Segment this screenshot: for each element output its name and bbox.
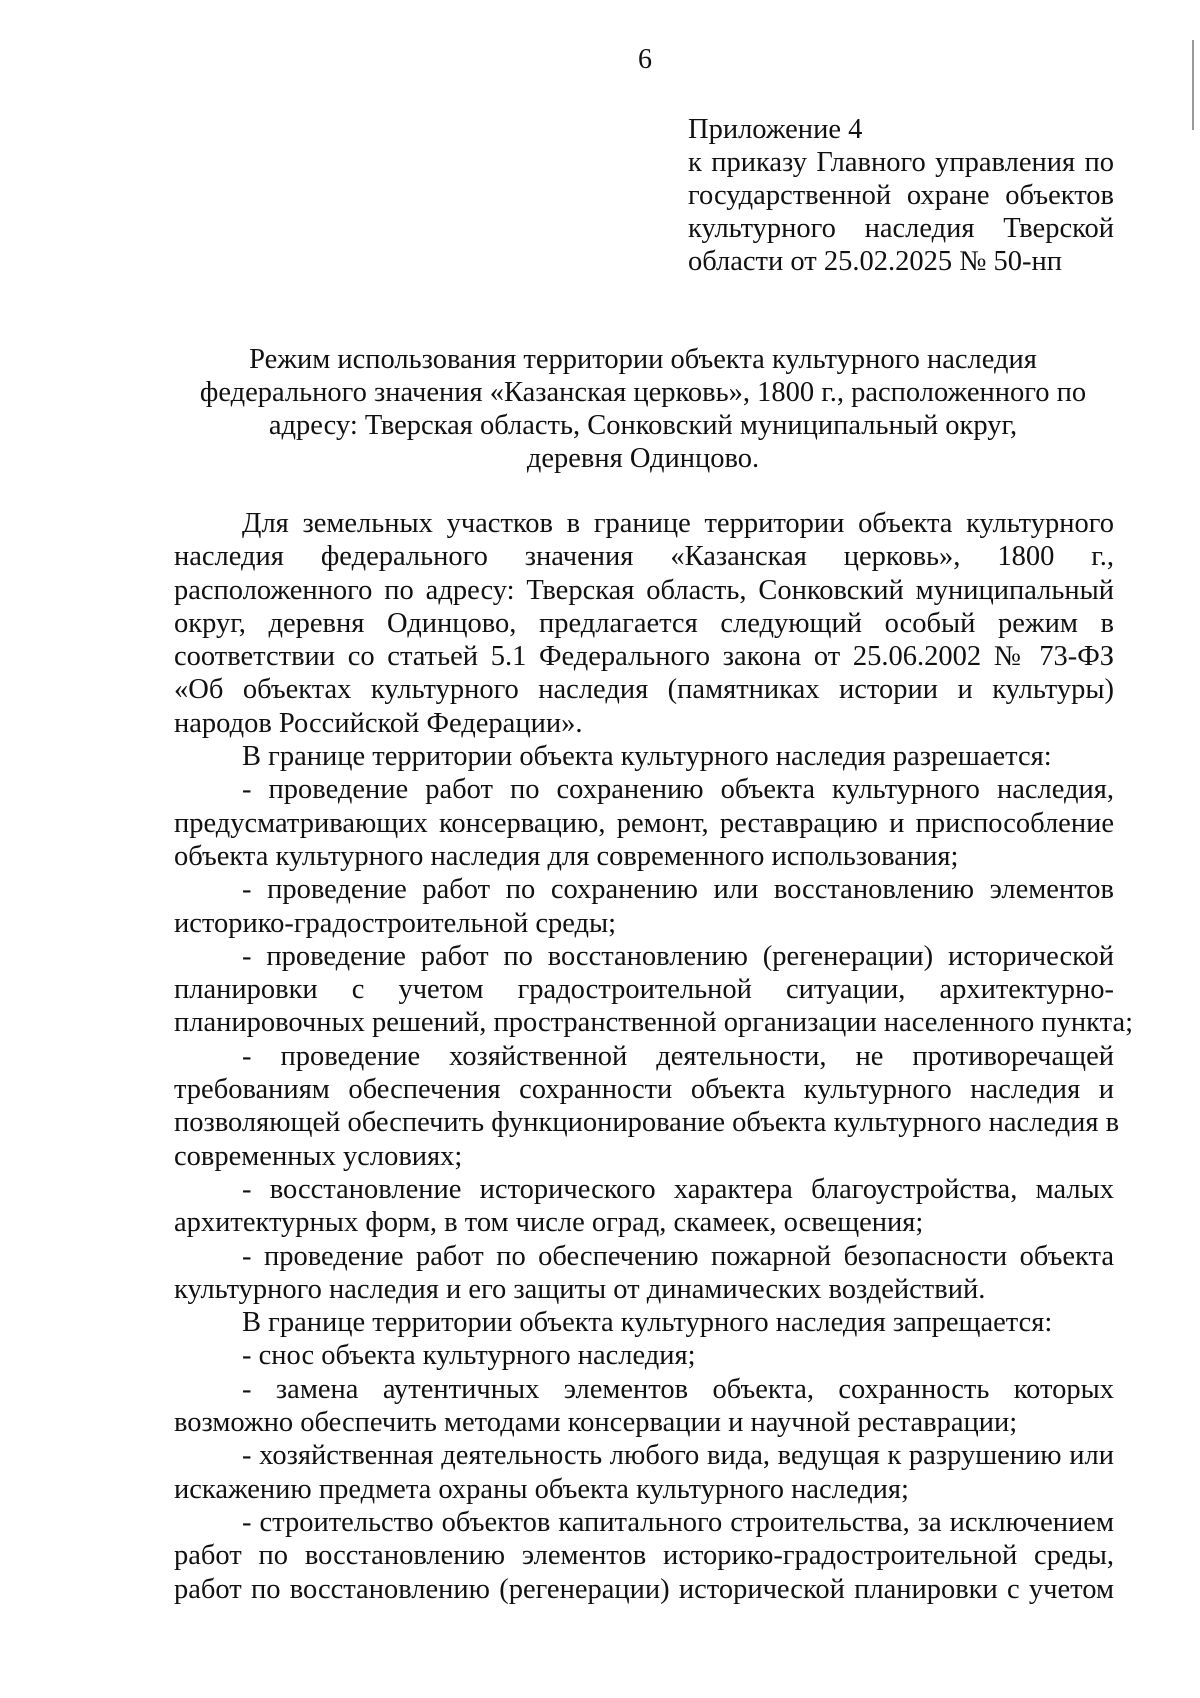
- body-line: округ, деревня Одинцово, предлагается следующий особый режим в: [174, 607, 1114, 639]
- body-line: современных условиях;: [174, 1140, 463, 1172]
- body-line: народов Российской Федерации».: [174, 707, 583, 739]
- body-line: возможно обеспечить методами консервации и научной реставрации;: [174, 1407, 1018, 1439]
- body-line: культурного наследия и его защиты от динамических воздействий.: [174, 1273, 986, 1305]
- body-line: - проведение работ по обеспечению пожарной безопасности объекта: [242, 1240, 1114, 1272]
- body-line: В границе территории объекта культурного наследия запрещается:: [242, 1307, 1053, 1339]
- body-line: - замена аутентичных элементов объекта, сохранность которых: [242, 1373, 1114, 1405]
- body-line: планировочных решений, пространственной организации населенного пункта;: [174, 1007, 1134, 1039]
- body-line: расположенного по адресу: Тверская область, Сонковский муниципальный: [174, 574, 1114, 606]
- title-line: федерального значения «Казанская церковь», 1800 г., расположенного по: [199, 377, 1087, 408]
- body-line: позволяющей обеспечить функционирование объекта культурного наследия в: [174, 1107, 1120, 1139]
- body-line: требованиям обеспечения сохранности объекта культурного наследия и: [174, 1074, 1114, 1106]
- document-title: [172, 343, 1114, 475]
- appendix-line: государственной охране объектов: [688, 180, 1114, 211]
- body-line: работ по восстановлению (регенерации) исторической планировки с учетом: [174, 1573, 1114, 1605]
- body-line: - проведение работ по восстановлению (регенерации) исторической: [242, 940, 1114, 972]
- body-line: искажению предмета охраны объекта культурного наследия;: [174, 1473, 909, 1505]
- appendix-line: культурного наследия Тверской: [688, 213, 1114, 244]
- body-line: - хозяйственная деятельность любого вида, ведущая к разрушению или: [242, 1440, 1114, 1472]
- body-line: планировки с учетом градостроительной ситуации, архитектурно-: [174, 974, 1114, 1006]
- body-line: объекта культурного наследия для современного использования;: [174, 840, 959, 872]
- page-number: 6: [638, 44, 652, 75]
- body-line: работ по восстановлению элементов историко-градостроительной среды,: [174, 1540, 1114, 1572]
- body-line: - строительство объектов капитального строительства, за исключением: [242, 1506, 1114, 1538]
- title-line: Режим использования территории объекта культурного наследия: [249, 344, 1037, 375]
- body-line: предусматривающих консервацию, ремонт, реставрацию и приспособление: [174, 807, 1114, 839]
- body-line: соответствии со статьей 5.1 Федерального закона от 25.06.2002 № 73-ФЗ: [174, 641, 1114, 673]
- appendix-line: области от 25.02.2025 № 50-нп: [688, 246, 1063, 277]
- body-line: наследия федерального значения «Казанская церковь», 1800 г.,: [174, 541, 1114, 573]
- body-line: «Об объектах культурного наследия (памятниках истории и культуры): [174, 674, 1114, 706]
- title-line: адресу: Тверская область, Сонковский муниципальный округ,: [268, 410, 1018, 441]
- appendix-line: к приказу Главного управления по: [688, 147, 1114, 178]
- body-line: историко-градостроительной среды;: [174, 907, 617, 939]
- appendix-header: [688, 113, 1114, 278]
- document-body: [174, 507, 1134, 1606]
- body-line: В границе территории объекта культурного наследия разрешается:: [242, 741, 1052, 773]
- appendix-line: Приложение 4: [688, 114, 863, 145]
- body-line: - восстановление исторического характера благоустройства, малых: [242, 1173, 1114, 1205]
- body-line: Для земельных участков в границе территории объекта культурного: [242, 508, 1114, 539]
- body-line: - проведение хозяйственной деятельности, не противоречащей: [242, 1040, 1114, 1072]
- body-line: - проведение работ по сохранению объекта культурного наследия,: [242, 774, 1114, 806]
- body-line: - снос объекта культурного наследия;: [242, 1340, 696, 1372]
- title-line: деревня Одинцово.: [526, 443, 760, 474]
- body-line: - проведение работ по сохранению или восстановлению элементов: [242, 874, 1114, 906]
- body-line: архитектурных форм, в том числе оград, скамеек, освещения;: [174, 1207, 924, 1239]
